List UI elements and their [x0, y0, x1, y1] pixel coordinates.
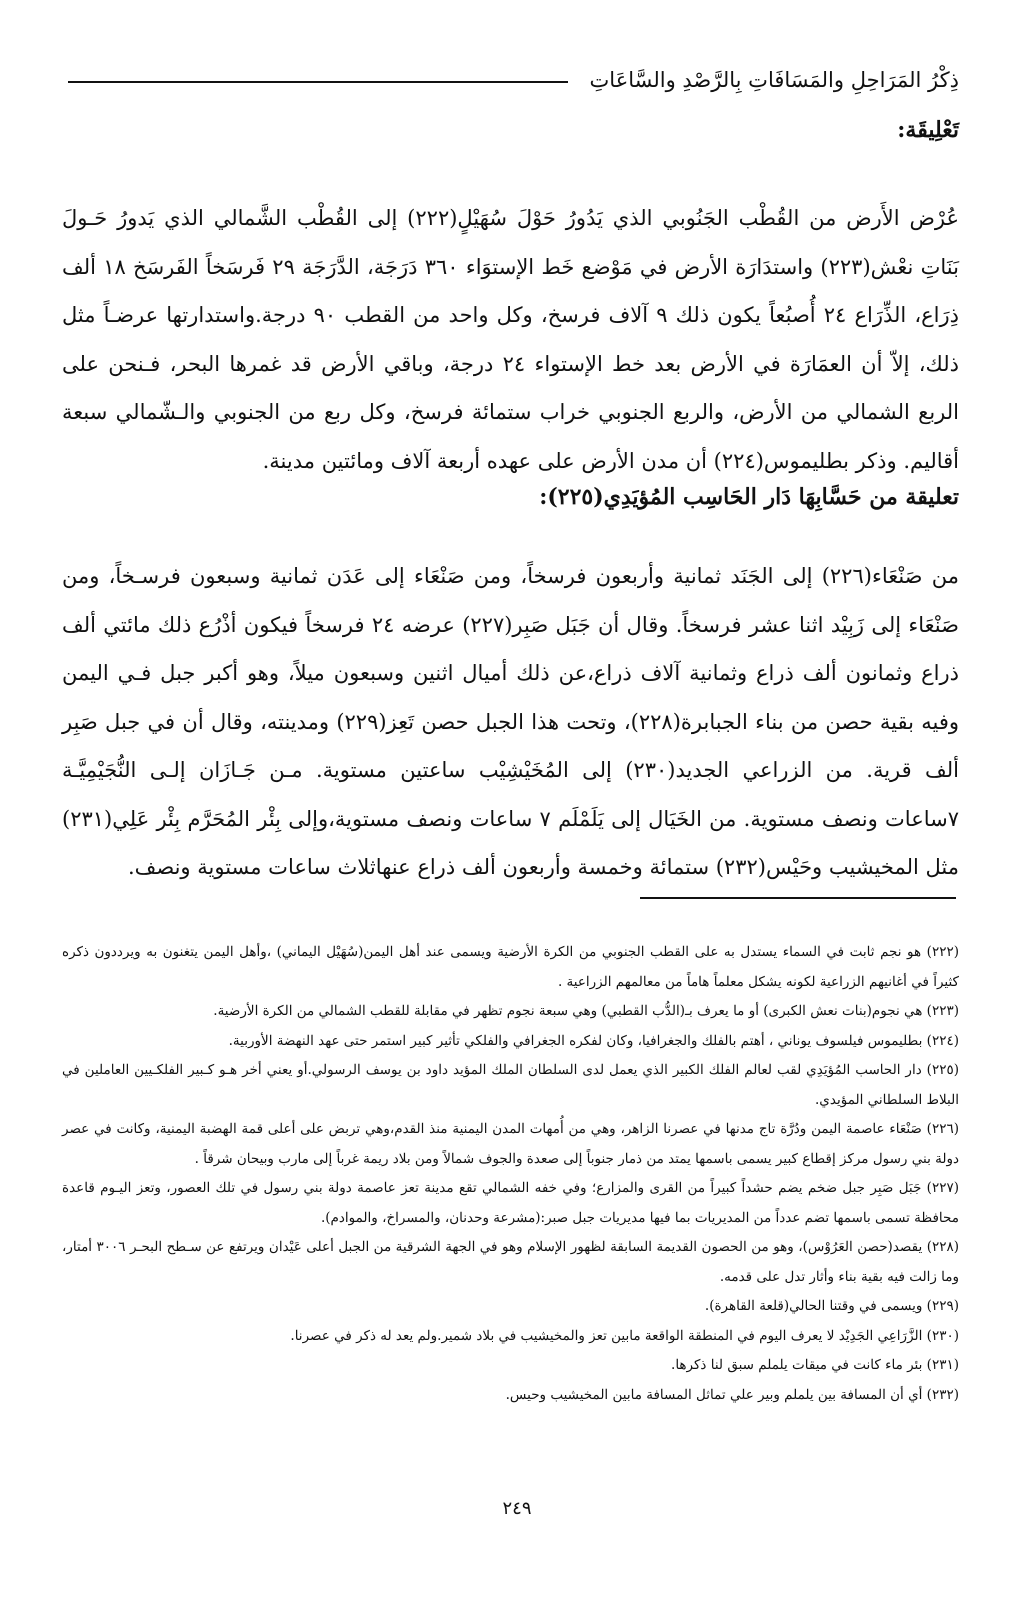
section-heading-commentary: تَعْلِيقَة: [897, 117, 959, 143]
footnote-224: (٢٢٤) بطليموس فيلسوف يوناني ، أهتم بالفلك والجغرافيا، وكان لفكره الجغرافي والفلكي تأثير كبير استمر حتى عهد النهضة الأوربية. [228, 1032, 959, 1049]
section-heading-muayyadi: تعليقة من حَسَّابِهَا دَار الحَاسِب المُؤيَدِي(٢٢٥): [539, 484, 959, 510]
footnote-228: (٢٢٨) يقصد(حصن العَرُوْس)، وهو من الحصون القديمة السابقة لظهور الإسلام وهو في الجهة الشرقية من الجبل أعلى عَيْدان ويرتفع عن سـطح البحـر ٣٠٠٦ أمتار، وما زالت فيه بقية بناء وأثار تدل على قدمه. [62, 1239, 960, 1285]
footnotes [62, 938, 959, 1410]
paragraph-distances: من صَنْعَاء(٢٢٦) إلى الجَنَد ثمانية وأربعون فرسخاً، ومن صَنْعَاء إلى عَدَن ثمانية وسبعون فرسـخاً، ومن صَنْعَاء إلى زَبِيْد اثنا عشر فرسخاً. وقال أن جَبَل صَبِر(٢٢٧) عرضه ٢٤ فرسخاً فيكون أذْرُع ذلك مائتي ألف ذراع وثمانون ألف ذراع وثمانية آلاف ذراع،عن ذلك أميال اثنين وسبعون ميلاً، وهو أكبر جبل فـي اليمن وفيه بقية حصن من بناء الجبابرة(٢٢٨)، وتحت هذا الجبل حصن تَعِز(٢٢٩) ومدينته، وقال أن في جبل صَبِر ألف قرية. من الزراعي الجديد(٢٣٠) إلى المُخَيْشِيْب ساعتين مستوية. مـن جَـازَان إلـى النُّجَيْمِيَّـة ٧ساعات ونصف مستوية. من الخَيَال إلى يَلَمْلَم ٧ ساعات ونصف مستوية،وإلى بِئْر المُحَرَّم بِئْر عَلِي(٢٣١) مثل المخيشيب وحَيْس(٢٣٢) ستمائة وخمسة وأربعون ألف ذراع عنهاثلاث ساعات مستوية ونصف. [62, 564, 960, 879]
paragraph-earth-dimensions: عُرْض الأَرض من القُطْب الجَنُوبي الذي يَدُورُ حَوْلَ سُهَيْلٍ(٢٢٢) إلى القُطْب الشَّمالي الذي يَدورُ حَـولَ بَنَاتِ نعْش(٢٢٣) واستدَارَة الأرض في مَوْضع خَط الإستوَاء ٣٦٠ دَرَجَة، الدَّرَجَة ٢٩ فَرسَخاً الفَرسَخ ١٨ ألف ذِرَاع، الذِّرَاع ٢٤ أُصبُعاً يكون ذلك ٩ آلاف فرسخ، وكل واحد من القطب ٩٠ درجة.واستدارتها عرضـاً مثل ذلك، إلاّ أن العمَارَة في الأرض بعد خط الإستواء ٢٤ درجة، وباقي الأرض قد غمرها البحر، فـنحن على الربع الشمالي من الأرض، والربع الجنوبي خراب ستمائة فرسخ، وكل ربع من الجنوبي والـشّمالي سبعة أقاليم. وذكر بطليموس(٢٢٤) أن مدن الأرض على عهده أربعة آلاف ومائتين مدينة. [62, 206, 959, 473]
footnote-223: (٢٢٣) هي نجوم(بنات نعش الكبرى) أو ما يعرف بـ(الدُّب القطبي) وهي سبعة نجوم تظهر في مقابلة للقطب الشمالي من الكرة الأرضية. [213, 1003, 959, 1019]
footnote-227: (٢٢٧) جَبَل صَبِر جبل ضخم يضم حشداً كبيراً من القرى والمزارع؛ وفي خفه الشمالي تقع مدينة تعز عاصمة دولة بني رسول في تلك العصور، وتعز اليـوم قاعدة محافظة تسمى باسمها تضم عدداً من المديريات بما فيها مديريات جبل صبر:(مشرعة وحدنان، والمسراخ، والموادم). [62, 1180, 959, 1226]
footnote-225: (٢٢٥) دار الحاسب المُؤيَدِي لقب لعالم الفلك الكبير الذي يعمل لدى السلطان الملك المؤيد داود بن يوسف الرسولي.أو يعني أخر هـو كـبير الفلكـيين العاملين في البلاط السلطاني المؤيدي. [62, 1062, 959, 1108]
footnote-229: (٢٢٩) ويسمى في وقتنا الحالي(قلعة القاهرة). [704, 1298, 959, 1314]
footnote-separator [640, 897, 956, 899]
running-title: ذِكْرُ المَرَاحِلِ والمَسَافَاتِ بِالرَّصْدِ والسَّاعَاتِ [589, 68, 959, 92]
footnote-230: (٢٣٠) الزَّرَاعِي الجَدِيْد لا يعرف اليوم في المنطقة الواقعة مابين تعز والمخيشيب في بلاد شمير.ولم يعد له ذكر في عصرنا. [290, 1327, 959, 1344]
footnote-232: (٢٣٢) أي أن المسافة بين يلملم وبير علي تماثل المسافة مابين المخيشيب وحيس. [505, 1386, 959, 1403]
running-header [68, 56, 959, 92]
page-number: ٢٤٩ [502, 1498, 532, 1519]
header-rule [68, 81, 568, 83]
footnote-222: (٢٢٢) هو نجم ثابت في السماء يستدل به على القطب الجنوبي من الكرة الأرضية ويسمى عند أهل اليمن(سُهَيْل اليماني) ،وأهل اليمن يتغنون به ويرددون ذكره كثيراً في أغانيهم الزراعية لكونه يشكل معلماً هاماً من معالمهم الزراعية . [62, 944, 959, 990]
footnote-226: (٢٢٦) صَنْعَاء عاصمة اليمن ودُرَّة تاج مدنها في عصرنا الزاهر، وهي من أُمهات المدن اليمنية منذ القدم،وهي تربض على أعلى قمة الهضبة اليمنية، وكانت في عصر دولة بني رسول مركز إقطاع كبير يسمى باسمها يمتد من ذمار جنوباً إلى صعدة والجوف شمالاً ومن بلاد ريمة غرباً إلى مارب وبيحان شرقاً . [62, 1121, 959, 1167]
footnote-231: (٢٣١) بئر ماء كانت في ميقات يلملم سبق لنا ذكرها. [671, 1357, 959, 1373]
